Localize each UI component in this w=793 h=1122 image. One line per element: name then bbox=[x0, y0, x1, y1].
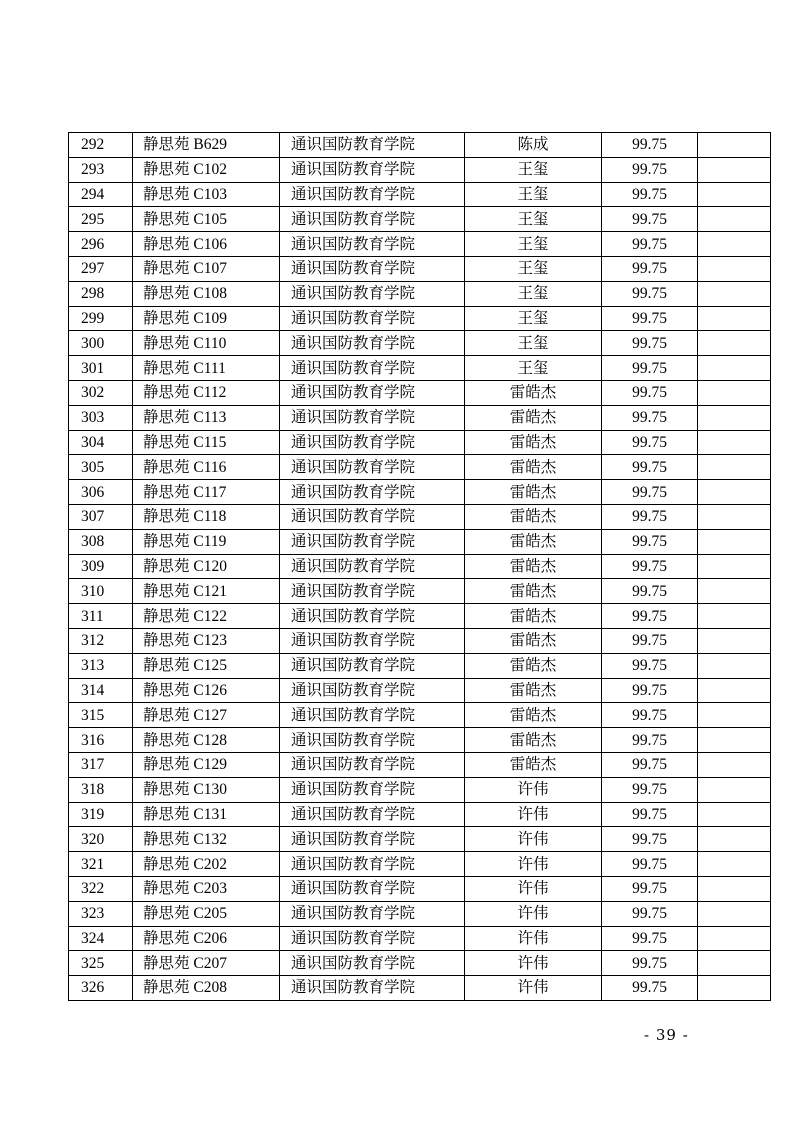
table-row bbox=[69, 976, 771, 1001]
cell-room: 静思苑 C103 bbox=[133, 182, 280, 207]
cell-remark bbox=[698, 703, 771, 728]
cell-room: 静思苑 C108 bbox=[133, 281, 280, 306]
cell-remark bbox=[698, 653, 771, 678]
cell-person: 陈成 bbox=[465, 133, 602, 158]
cell-college: 通识国防教育学院 bbox=[280, 331, 465, 356]
table-row bbox=[69, 876, 771, 901]
cell-serial-number: 314 bbox=[69, 678, 133, 703]
cell-person: 王玺 bbox=[465, 356, 602, 381]
cell-score: 99.75 bbox=[602, 281, 698, 306]
cell-remark bbox=[698, 356, 771, 381]
cell-score: 99.75 bbox=[602, 628, 698, 653]
cell-serial-number: 295 bbox=[69, 207, 133, 232]
cell-room: 静思苑 C202 bbox=[133, 852, 280, 877]
cell-room: 静思苑 B629 bbox=[133, 133, 280, 158]
cell-score: 99.75 bbox=[602, 306, 698, 331]
cell-college: 通识国防教育学院 bbox=[280, 926, 465, 951]
table-row bbox=[69, 554, 771, 579]
cell-serial-number: 300 bbox=[69, 331, 133, 356]
cell-college: 通识国防教育学院 bbox=[280, 306, 465, 331]
cell-college: 通识国防教育学院 bbox=[280, 157, 465, 182]
cell-serial-number: 303 bbox=[69, 405, 133, 430]
cell-room: 静思苑 C203 bbox=[133, 876, 280, 901]
table-row bbox=[69, 331, 771, 356]
table-row bbox=[69, 827, 771, 852]
cell-serial-number: 324 bbox=[69, 926, 133, 951]
cell-room: 静思苑 C112 bbox=[133, 380, 280, 405]
cell-score: 99.75 bbox=[602, 777, 698, 802]
table-row bbox=[69, 232, 771, 257]
cell-score: 99.75 bbox=[602, 331, 698, 356]
cell-remark bbox=[698, 256, 771, 281]
cell-remark bbox=[698, 182, 771, 207]
cell-person: 许伟 bbox=[465, 926, 602, 951]
cell-serial-number: 301 bbox=[69, 356, 133, 381]
table-row bbox=[69, 356, 771, 381]
cell-remark bbox=[698, 678, 771, 703]
cell-room: 静思苑 C113 bbox=[133, 405, 280, 430]
cell-room: 静思苑 C102 bbox=[133, 157, 280, 182]
cell-college: 通识国防教育学院 bbox=[280, 232, 465, 257]
cell-person: 雷皓杰 bbox=[465, 703, 602, 728]
table-row bbox=[69, 281, 771, 306]
cell-score: 99.75 bbox=[602, 207, 698, 232]
cell-serial-number: 323 bbox=[69, 901, 133, 926]
cell-serial-number: 316 bbox=[69, 728, 133, 753]
cell-serial-number: 298 bbox=[69, 281, 133, 306]
cell-person: 雷皓杰 bbox=[465, 455, 602, 480]
cell-room: 静思苑 C119 bbox=[133, 529, 280, 554]
cell-person: 雷皓杰 bbox=[465, 752, 602, 777]
cell-serial-number: 318 bbox=[69, 777, 133, 802]
cell-person: 雷皓杰 bbox=[465, 380, 602, 405]
cell-person: 雷皓杰 bbox=[465, 728, 602, 753]
cell-remark bbox=[698, 380, 771, 405]
cell-person: 雷皓杰 bbox=[465, 579, 602, 604]
table-row bbox=[69, 802, 771, 827]
cell-room: 静思苑 C115 bbox=[133, 430, 280, 455]
cell-person: 雷皓杰 bbox=[465, 628, 602, 653]
cell-serial-number: 322 bbox=[69, 876, 133, 901]
cell-room: 静思苑 C106 bbox=[133, 232, 280, 257]
cell-college: 通识国防教育学院 bbox=[280, 752, 465, 777]
cell-score: 99.75 bbox=[602, 455, 698, 480]
cell-score: 99.75 bbox=[602, 380, 698, 405]
cell-college: 通识国防教育学院 bbox=[280, 604, 465, 629]
cell-score: 99.75 bbox=[602, 405, 698, 430]
cell-person: 雷皓杰 bbox=[465, 430, 602, 455]
cell-remark bbox=[698, 752, 771, 777]
cell-score: 99.75 bbox=[602, 232, 698, 257]
cell-room: 静思苑 C206 bbox=[133, 926, 280, 951]
cell-person: 雷皓杰 bbox=[465, 554, 602, 579]
cell-college: 通识国防教育学院 bbox=[280, 281, 465, 306]
table-row bbox=[69, 628, 771, 653]
table-row bbox=[69, 728, 771, 753]
cell-serial-number: 302 bbox=[69, 380, 133, 405]
cell-score: 99.75 bbox=[602, 802, 698, 827]
cell-college: 通识国防教育学院 bbox=[280, 628, 465, 653]
cell-score: 99.75 bbox=[602, 728, 698, 753]
cell-serial-number: 326 bbox=[69, 976, 133, 1001]
cell-college: 通识国防教育学院 bbox=[280, 529, 465, 554]
cell-score: 99.75 bbox=[602, 703, 698, 728]
cell-room: 静思苑 C207 bbox=[133, 951, 280, 976]
cell-person: 王玺 bbox=[465, 306, 602, 331]
cell-room: 静思苑 C123 bbox=[133, 628, 280, 653]
cell-remark bbox=[698, 430, 771, 455]
cell-score: 99.75 bbox=[602, 926, 698, 951]
cell-serial-number: 325 bbox=[69, 951, 133, 976]
cell-serial-number: 310 bbox=[69, 579, 133, 604]
cell-serial-number: 292 bbox=[69, 133, 133, 158]
table-row bbox=[69, 777, 771, 802]
cell-college: 通识国防教育学院 bbox=[280, 852, 465, 877]
table-row bbox=[69, 901, 771, 926]
cell-remark bbox=[698, 504, 771, 529]
cell-college: 通识国防教育学院 bbox=[280, 356, 465, 381]
cell-college: 通识国防教育学院 bbox=[280, 802, 465, 827]
cell-room: 静思苑 C110 bbox=[133, 331, 280, 356]
table-row bbox=[69, 852, 771, 877]
cell-score: 99.75 bbox=[602, 256, 698, 281]
cell-room: 静思苑 C118 bbox=[133, 504, 280, 529]
cell-remark bbox=[698, 133, 771, 158]
cell-room: 静思苑 C121 bbox=[133, 579, 280, 604]
cell-room: 静思苑 C120 bbox=[133, 554, 280, 579]
cell-serial-number: 321 bbox=[69, 852, 133, 877]
cell-score: 99.75 bbox=[602, 554, 698, 579]
table-row bbox=[69, 182, 771, 207]
cell-score: 99.75 bbox=[602, 752, 698, 777]
cell-score: 99.75 bbox=[602, 157, 698, 182]
cell-room: 静思苑 C131 bbox=[133, 802, 280, 827]
cell-college: 通识国防教育学院 bbox=[280, 728, 465, 753]
table-row bbox=[69, 405, 771, 430]
table-row bbox=[69, 455, 771, 480]
cell-college: 通识国防教育学院 bbox=[280, 579, 465, 604]
cell-score: 99.75 bbox=[602, 430, 698, 455]
cell-person: 许伟 bbox=[465, 852, 602, 877]
cell-score: 99.75 bbox=[602, 827, 698, 852]
cell-college: 通识国防教育学院 bbox=[280, 678, 465, 703]
cell-serial-number: 305 bbox=[69, 455, 133, 480]
cell-remark bbox=[698, 777, 771, 802]
cell-score: 99.75 bbox=[602, 529, 698, 554]
cell-room: 静思苑 C111 bbox=[133, 356, 280, 381]
cell-person: 许伟 bbox=[465, 802, 602, 827]
cell-remark bbox=[698, 827, 771, 852]
cell-serial-number: 294 bbox=[69, 182, 133, 207]
cell-room: 静思苑 C205 bbox=[133, 901, 280, 926]
cell-remark bbox=[698, 802, 771, 827]
table-body bbox=[69, 133, 771, 1001]
cell-serial-number: 312 bbox=[69, 628, 133, 653]
cell-serial-number: 320 bbox=[69, 827, 133, 852]
cell-serial-number: 315 bbox=[69, 703, 133, 728]
cell-college: 通识国防教育学院 bbox=[280, 504, 465, 529]
cell-college: 通识国防教育学院 bbox=[280, 207, 465, 232]
cell-serial-number: 308 bbox=[69, 529, 133, 554]
cell-person: 许伟 bbox=[465, 976, 602, 1001]
cell-room: 静思苑 C126 bbox=[133, 678, 280, 703]
cell-serial-number: 297 bbox=[69, 256, 133, 281]
cell-score: 99.75 bbox=[602, 579, 698, 604]
cell-score: 99.75 bbox=[602, 182, 698, 207]
cell-remark bbox=[698, 281, 771, 306]
dormitory-score-table bbox=[68, 132, 771, 1001]
cell-remark bbox=[698, 926, 771, 951]
cell-score: 99.75 bbox=[602, 480, 698, 505]
table-row bbox=[69, 133, 771, 158]
cell-college: 通识国防教育学院 bbox=[280, 876, 465, 901]
cell-remark bbox=[698, 579, 771, 604]
cell-person: 王玺 bbox=[465, 256, 602, 281]
cell-score: 99.75 bbox=[602, 133, 698, 158]
table-row bbox=[69, 604, 771, 629]
cell-score: 99.75 bbox=[602, 653, 698, 678]
cell-score: 99.75 bbox=[602, 356, 698, 381]
cell-serial-number: 317 bbox=[69, 752, 133, 777]
cell-person: 王玺 bbox=[465, 232, 602, 257]
table-row bbox=[69, 678, 771, 703]
cell-person: 许伟 bbox=[465, 951, 602, 976]
cell-person: 许伟 bbox=[465, 827, 602, 852]
cell-college: 通识国防教育学院 bbox=[280, 901, 465, 926]
table-row bbox=[69, 157, 771, 182]
table-row bbox=[69, 430, 771, 455]
cell-college: 通识国防教育学院 bbox=[280, 455, 465, 480]
cell-person: 雷皓杰 bbox=[465, 529, 602, 554]
cell-serial-number: 296 bbox=[69, 232, 133, 257]
cell-serial-number: 313 bbox=[69, 653, 133, 678]
cell-remark bbox=[698, 529, 771, 554]
cell-score: 99.75 bbox=[602, 852, 698, 877]
cell-room: 静思苑 C105 bbox=[133, 207, 280, 232]
cell-score: 99.75 bbox=[602, 901, 698, 926]
table-row bbox=[69, 951, 771, 976]
cell-serial-number: 307 bbox=[69, 504, 133, 529]
cell-person: 王玺 bbox=[465, 281, 602, 306]
cell-remark bbox=[698, 480, 771, 505]
cell-remark bbox=[698, 852, 771, 877]
cell-serial-number: 309 bbox=[69, 554, 133, 579]
cell-room: 静思苑 C129 bbox=[133, 752, 280, 777]
cell-room: 静思苑 C117 bbox=[133, 480, 280, 505]
table-row bbox=[69, 480, 771, 505]
cell-person: 许伟 bbox=[465, 876, 602, 901]
cell-college: 通识国防教育学院 bbox=[280, 554, 465, 579]
cell-serial-number: 306 bbox=[69, 480, 133, 505]
cell-college: 通识国防教育学院 bbox=[280, 827, 465, 852]
cell-serial-number: 304 bbox=[69, 430, 133, 455]
cell-person: 王玺 bbox=[465, 207, 602, 232]
cell-room: 静思苑 C132 bbox=[133, 827, 280, 852]
cell-room: 静思苑 C127 bbox=[133, 703, 280, 728]
table-row bbox=[69, 380, 771, 405]
cell-person: 许伟 bbox=[465, 901, 602, 926]
cell-remark bbox=[698, 306, 771, 331]
cell-room: 静思苑 C130 bbox=[133, 777, 280, 802]
cell-room: 静思苑 C208 bbox=[133, 976, 280, 1001]
cell-college: 通识国防教育学院 bbox=[280, 380, 465, 405]
cell-college: 通识国防教育学院 bbox=[280, 480, 465, 505]
cell-score: 99.75 bbox=[602, 951, 698, 976]
cell-college: 通识国防教育学院 bbox=[280, 653, 465, 678]
table-row bbox=[69, 703, 771, 728]
cell-college: 通识国防教育学院 bbox=[280, 182, 465, 207]
cell-remark bbox=[698, 157, 771, 182]
table-row bbox=[69, 306, 771, 331]
cell-college: 通识国防教育学院 bbox=[280, 777, 465, 802]
page-number: - 39 - bbox=[644, 1026, 689, 1044]
cell-room: 静思苑 C109 bbox=[133, 306, 280, 331]
cell-room: 静思苑 C122 bbox=[133, 604, 280, 629]
cell-person: 雷皓杰 bbox=[465, 405, 602, 430]
cell-person: 雷皓杰 bbox=[465, 604, 602, 629]
cell-person: 王玺 bbox=[465, 182, 602, 207]
cell-college: 通识国防教育学院 bbox=[280, 256, 465, 281]
table-row bbox=[69, 529, 771, 554]
cell-remark bbox=[698, 232, 771, 257]
cell-person: 雷皓杰 bbox=[465, 653, 602, 678]
table-row bbox=[69, 504, 771, 529]
cell-remark bbox=[698, 976, 771, 1001]
cell-college: 通识国防教育学院 bbox=[280, 951, 465, 976]
cell-person: 雷皓杰 bbox=[465, 480, 602, 505]
cell-room: 静思苑 C125 bbox=[133, 653, 280, 678]
cell-person: 王玺 bbox=[465, 157, 602, 182]
cell-college: 通识国防教育学院 bbox=[280, 405, 465, 430]
cell-college: 通识国防教育学院 bbox=[280, 430, 465, 455]
cell-score: 99.75 bbox=[602, 504, 698, 529]
cell-remark bbox=[698, 405, 771, 430]
table-row bbox=[69, 579, 771, 604]
cell-score: 99.75 bbox=[602, 604, 698, 629]
cell-remark bbox=[698, 628, 771, 653]
cell-remark bbox=[698, 207, 771, 232]
table-row bbox=[69, 926, 771, 951]
cell-serial-number: 311 bbox=[69, 604, 133, 629]
table-row bbox=[69, 256, 771, 281]
cell-person: 雷皓杰 bbox=[465, 678, 602, 703]
cell-serial-number: 299 bbox=[69, 306, 133, 331]
cell-remark bbox=[698, 604, 771, 629]
table-row bbox=[69, 752, 771, 777]
cell-person: 王玺 bbox=[465, 331, 602, 356]
table-row bbox=[69, 207, 771, 232]
cell-room: 静思苑 C116 bbox=[133, 455, 280, 480]
cell-college: 通识国防教育学院 bbox=[280, 976, 465, 1001]
cell-room: 静思苑 C128 bbox=[133, 728, 280, 753]
cell-college: 通识国防教育学院 bbox=[280, 703, 465, 728]
cell-person: 许伟 bbox=[465, 777, 602, 802]
cell-remark bbox=[698, 901, 771, 926]
cell-remark bbox=[698, 331, 771, 356]
cell-college: 通识国防教育学院 bbox=[280, 133, 465, 158]
cell-serial-number: 293 bbox=[69, 157, 133, 182]
cell-person: 雷皓杰 bbox=[465, 504, 602, 529]
table-row bbox=[69, 653, 771, 678]
cell-serial-number: 319 bbox=[69, 802, 133, 827]
cell-remark bbox=[698, 951, 771, 976]
cell-score: 99.75 bbox=[602, 876, 698, 901]
cell-remark bbox=[698, 728, 771, 753]
cell-remark bbox=[698, 554, 771, 579]
cell-remark bbox=[698, 455, 771, 480]
cell-score: 99.75 bbox=[602, 976, 698, 1001]
cell-remark bbox=[698, 876, 771, 901]
cell-score: 99.75 bbox=[602, 678, 698, 703]
cell-room: 静思苑 C107 bbox=[133, 256, 280, 281]
